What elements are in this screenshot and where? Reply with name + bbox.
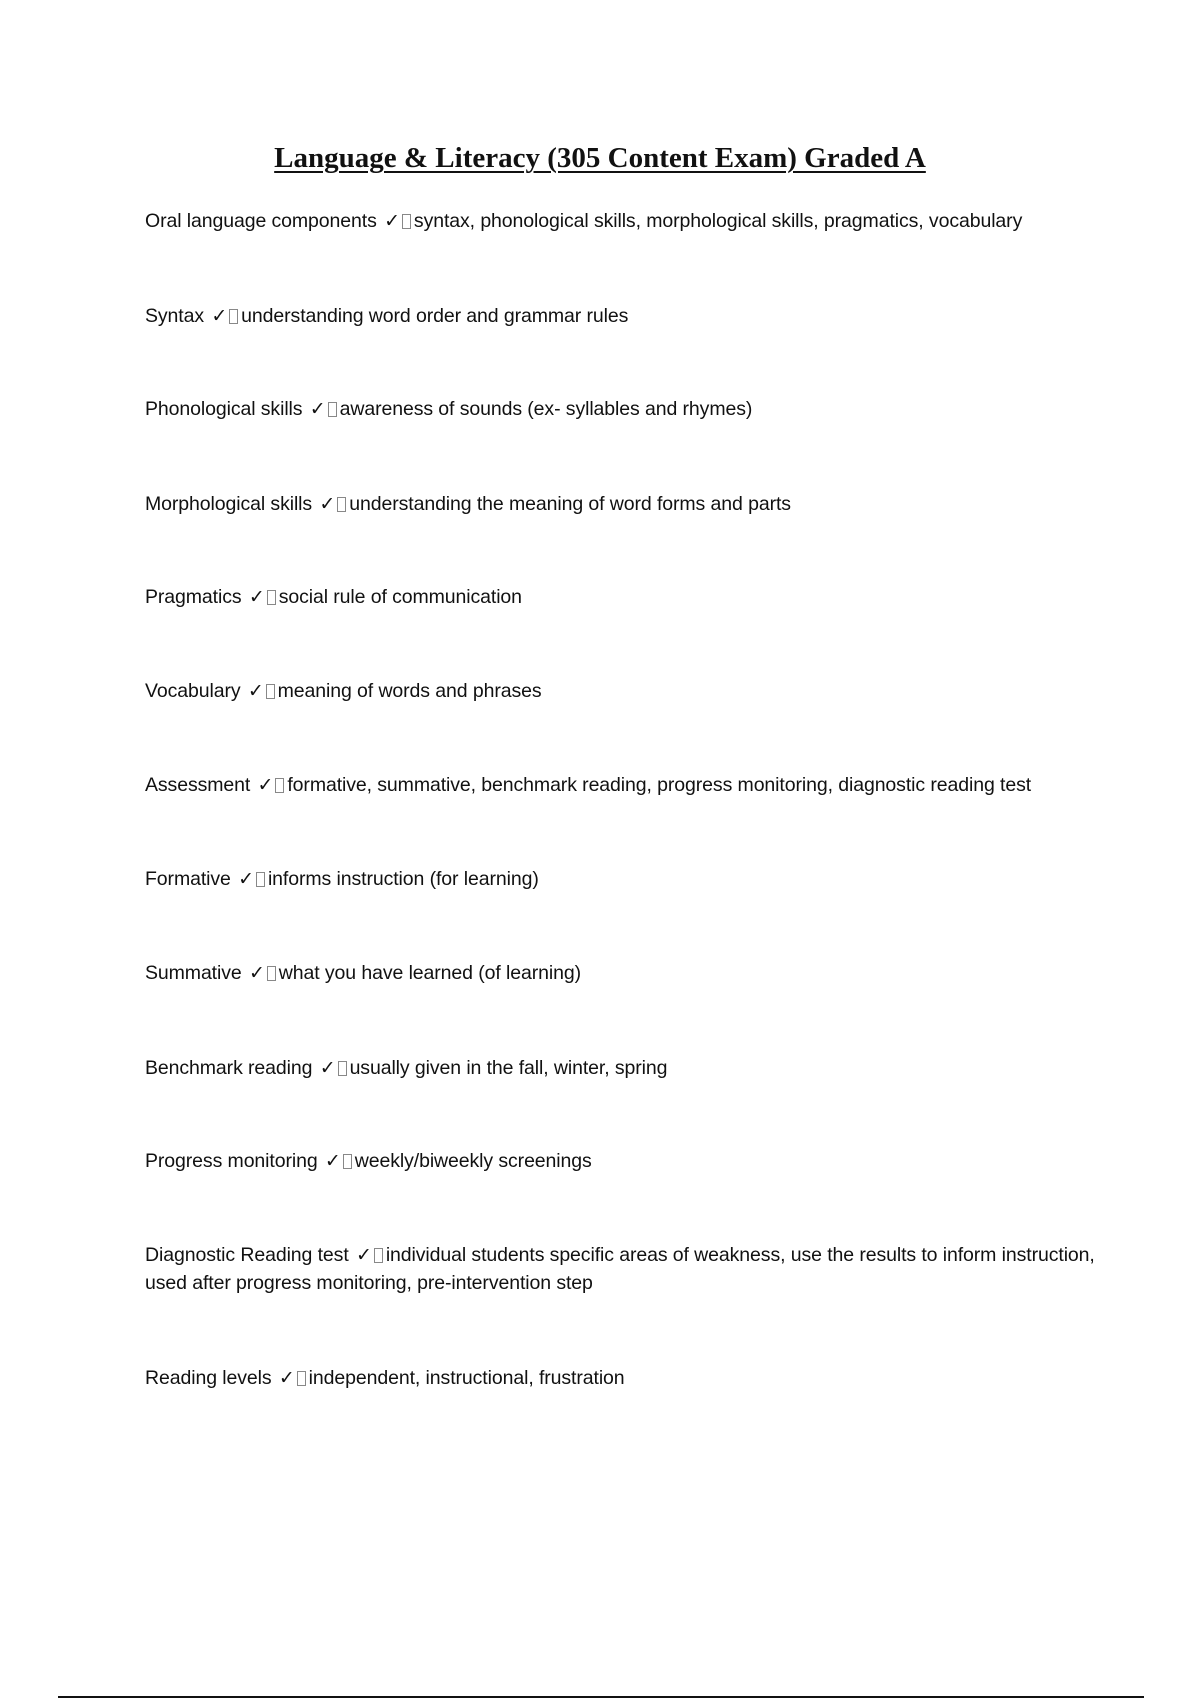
entry-definition: informs instruction (for learning) (267, 868, 539, 890)
entry-definition: understanding word order and grammar rules (241, 305, 629, 327)
check-mark-icon: ✓ (248, 962, 265, 984)
missing-glyph-box-icon (256, 872, 265, 887)
entry-term: Formative (145, 868, 231, 890)
entry (145, 677, 1095, 705)
entry (145, 1364, 1095, 1392)
entry (145, 1241, 1095, 1297)
missing-glyph-box-icon (374, 1248, 383, 1263)
entry-term: Reading levels (145, 1367, 272, 1389)
check-mark-icon: ✓ (278, 1367, 295, 1389)
missing-glyph-box-icon (229, 309, 238, 324)
check-mark-icon: ✓ (248, 586, 265, 608)
entry-definition: syntax, phonological skills, morphological skills, pragmatics, vocabulary (413, 210, 1023, 232)
entry-term: Diagnostic Reading test (145, 1244, 349, 1266)
entry (145, 207, 1095, 235)
check-mark-icon: ✓ (238, 868, 254, 890)
entry-term: Assessment (145, 774, 251, 796)
check-mark-icon: ✓ (384, 210, 400, 232)
entry-definition: independent, instructional, frustration (308, 1367, 625, 1389)
missing-glyph-box-icon (267, 966, 276, 981)
entry-definition: meaning of words and phrases (277, 680, 542, 702)
entry-term: Pragmatics (145, 586, 242, 608)
document-title-text: Language & Literacy (305 Content Exam) Graded A (274, 142, 926, 174)
missing-glyph-box-icon (328, 402, 337, 417)
check-mark-icon: ✓ (211, 305, 228, 327)
missing-glyph-box-icon (297, 1371, 306, 1386)
entry-definition: understanding the meaning of word forms and parts (349, 493, 791, 515)
missing-glyph-box-icon (338, 1061, 347, 1076)
check-mark-icon: ✓ (324, 1150, 341, 1172)
footer-divider (58, 1696, 1144, 1698)
entry-definition: what you have learned (of learning) (278, 962, 581, 984)
entry-definition: formative, summative, benchmark reading, progress monitoring, diagnostic reading test (287, 774, 1032, 796)
entry-term: Summative (145, 962, 242, 984)
check-mark-icon: ✓ (257, 774, 274, 796)
check-mark-icon: ✓ (309, 398, 326, 420)
entry-term: Oral language components (145, 210, 377, 232)
missing-glyph-box-icon (275, 778, 284, 793)
entry (145, 302, 1095, 330)
missing-glyph-box-icon (343, 1154, 352, 1169)
entry-term: Morphological skills (145, 493, 313, 515)
entry (145, 865, 1095, 893)
entry (145, 583, 1095, 611)
entry (145, 959, 1095, 987)
missing-glyph-box-icon (266, 684, 275, 699)
entry-definition: usually given in the fall, winter, spring (349, 1057, 668, 1079)
entry (145, 1147, 1095, 1175)
check-mark-icon: ✓ (355, 1244, 372, 1266)
missing-glyph-box-icon (337, 497, 346, 512)
entry (145, 771, 1095, 799)
missing-glyph-box-icon (267, 590, 276, 605)
check-mark-icon: ✓ (319, 493, 336, 515)
entry-term: Syntax (145, 305, 205, 327)
entry-term: Progress monitoring (145, 1150, 318, 1172)
entry-term: Benchmark reading (145, 1057, 313, 1079)
entry-term: Phonological skills (145, 398, 303, 420)
entry-definition: individual students specific areas of weakness, use the results to inform instruction, used after progress monitoring, pre-intervention step (145, 1244, 1095, 1294)
check-mark-icon: ✓ (319, 1057, 336, 1079)
entry (145, 395, 1095, 423)
entry (145, 1054, 1095, 1082)
entry-term: Vocabulary (145, 680, 241, 702)
check-mark-icon: ✓ (247, 680, 264, 702)
entry-definition: social rule of communication (278, 586, 522, 608)
entry-definition: weekly/biweekly screenings (354, 1150, 592, 1172)
missing-glyph-box-icon (402, 214, 411, 229)
entry (145, 490, 1095, 518)
entry-definition: awareness of sounds (ex- syllables and rhymes) (339, 398, 753, 420)
